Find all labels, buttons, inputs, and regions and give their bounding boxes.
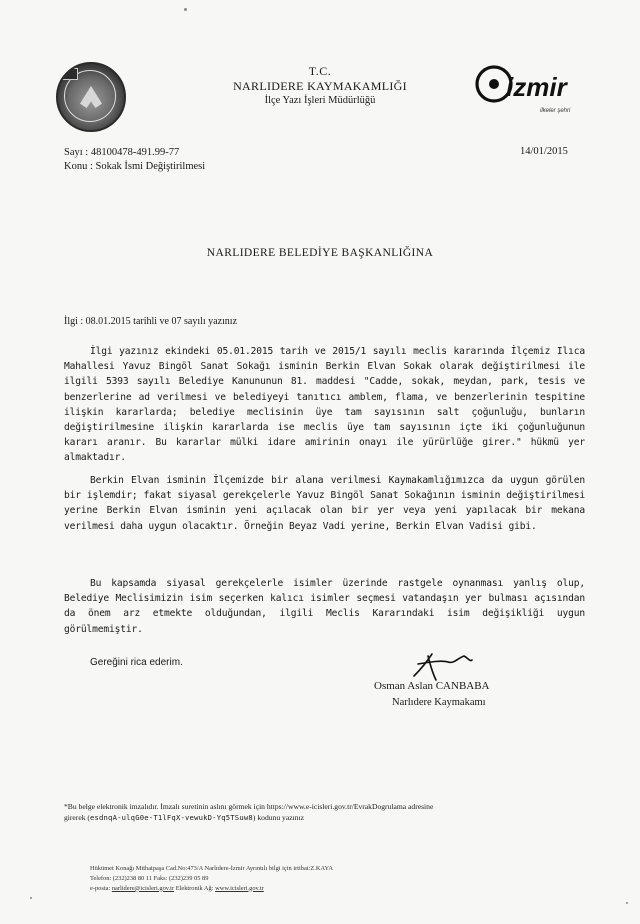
subject-value: : Sokak İsmi Değiştirilmesi — [89, 161, 206, 172]
footnote-line-2 — [64, 812, 584, 823]
scan-speck — [626, 902, 628, 904]
signatory-title: Narlıdere Kaymakamı — [392, 697, 486, 708]
izmir-logo-text: izmir — [506, 72, 567, 102]
number-value: : 48100478-491.99-77 — [85, 147, 180, 158]
paragraph-2-text: Berkin Elvan isminin İlçemizde bir alana verilmesi Kaymakamlığımızca da uygun görülen bir işlemdir; fakat siyasal gerekçelerle Yavuz Bingöl Sanat Sokağının isminin değiştirilmesi yerine Berkin Elvan isminin yeni açılacak olan bir yer veya yeni yapılacak bir mekana verilmesi daha uygun olacaktır. Örneğin Beyaz Vadi yerine, Berkin Elvan Vadisi gibi. — [64, 475, 585, 532]
email-link[interactable]: narlidere@icisleri.gov.tr — [111, 884, 175, 892]
footnote-suffix: ) kodunu yazınız — [252, 813, 304, 822]
e-signature-note — [64, 801, 584, 823]
footer-web-label: Elektronik Ağ: — [174, 884, 216, 892]
subject-line — [64, 160, 205, 174]
page-footer — [90, 864, 550, 893]
paragraph-1-text: İlgi yazınız ekindeki 05.01.2015 tarih ve 2015/1 sayılı meclis kararında İlçemiz Ilıca Mahallesi Yavuz Bingöl Sanat Sokağı isminin Berkin Elvan Sokak olarak değiştirilmesi ile ilgili 5393 sayılı Belediye Kanununun 81. maddesi "Cadde, sokak, meydan, park, tesis ve benzerlerine ad verilmesi ve belediyeyi tanıtıcı amblem, flama, ve benzerlerinin tespitine ilişkin kararlarda; belediye meclisinin üye tam sayısının salt çoğunluğu, bunların değiştirilmesine ilişkin kararlarda ise meclis üye tam sayısının içte iki çoğunluğunun kararı aranır. Bu kararlar mülki idare amirinin onayı ile yürürlüğe girer." hükmü yer almaktadır. — [64, 346, 585, 464]
addressee: NARLIDERE BELEDİYE BAŞKANLIĞINA — [206, 247, 434, 259]
footer-email-label: e-posta: — [90, 884, 112, 892]
letterhead — [190, 64, 450, 108]
number-line — [64, 146, 205, 160]
body-paragraph-2 — [64, 473, 585, 534]
handwritten-signature — [408, 650, 474, 684]
subject-label: Konu — [64, 161, 88, 172]
number-label: Sayı — [64, 147, 83, 158]
body-paragraph-1 — [64, 344, 585, 466]
scan-speck — [30, 897, 32, 899]
footnote-line-1: *Bu belge elektronik imzalıdır. İmzalı suretinin aslını görmek için https://www.e-icisleri.gov.tr/EvrakDogrulama adresine — [64, 802, 434, 811]
izmir-logo-subtitle: ilkeler şehri — [540, 108, 571, 114]
letterhead-office: NARLIDERE KAYMAKAMLIĞI — [233, 79, 407, 93]
footnote-prefix: girerek ( — [64, 813, 90, 822]
footer-address: Hükümet Konağı Mithatpaşa Cad.No:473/A Narlıdere-İzmir Ayrıntılı bilgi için irtibat:Z.KAYA — [90, 865, 334, 872]
letter-meta — [64, 146, 205, 174]
paragraph-3-text: Bu kapsamda siyasal gerekçelerle isimler üzerinde rastgele oynanması yanlış olup, Belediye Meclisimizin isim seçerken kalıcı isimler seçmesi vatandaşın yer bulması açısından da önem arz etmekte olduğundan, ilgili Meclis Kararındaki isim değişikliği uygun görülmemiştir. — [64, 578, 585, 635]
closing-line: Gereğini rica ederim. — [90, 657, 183, 668]
web-link[interactable]: www.icisleri.gov.tr — [215, 884, 264, 892]
letterhead-department: İlçe Yazı İşleri Müdürlüğü — [264, 95, 376, 106]
body-paragraph-3 — [64, 576, 585, 637]
verification-code: esdnqA-ulqG0e-T1lFqX-vewukD-Yq5TSuw8 — [89, 813, 253, 822]
letterhead-tc: T.C. — [308, 64, 332, 78]
izmir-city-logo — [472, 56, 582, 116]
signatory-name: Osman Aslan CANBABA — [374, 680, 490, 692]
scan-speck — [184, 8, 187, 11]
letter-date: 14/01/2015 — [520, 146, 568, 157]
reference-line: İlgi : 08.01.2015 tarihli ve 07 sayılı yazınız — [64, 316, 238, 327]
footer-phone: Telefon: (232)238 80 11 Faks: (232)239 05 89 — [90, 874, 209, 882]
footer-contact — [90, 884, 550, 894]
governorship-seal-logo — [56, 62, 126, 132]
